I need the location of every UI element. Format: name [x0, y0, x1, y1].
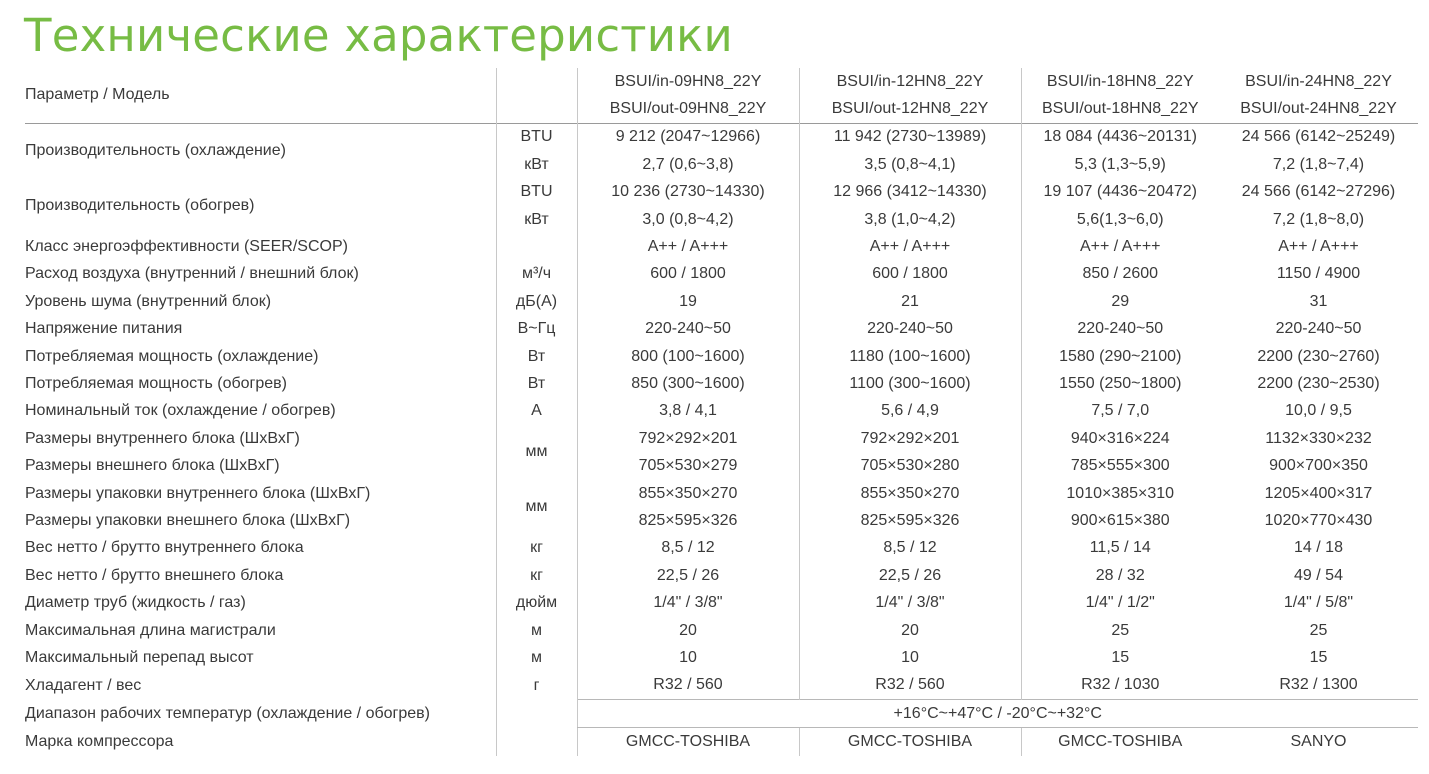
value-cell: 1180 (100~1600)	[799, 343, 1021, 370]
value-cell: 10	[577, 644, 799, 671]
model-indoor: BSUI/in-09HN8_22Y	[577, 68, 799, 95]
value-cell: 8,5 / 12	[577, 535, 799, 562]
value-cell: 49 / 54	[1294, 566, 1343, 584]
value-cell: 3,0 (0,8~4,2)	[577, 206, 799, 233]
param-label: Размеры внутреннего блока (ШхВхГ)	[25, 429, 300, 447]
value-cell: 5,3 (1,3~5,9)	[1021, 151, 1219, 178]
model-indoor: BSUI/in-18HN8_22Y	[1021, 68, 1219, 95]
value-cell: 1205×400×317	[1264, 484, 1373, 502]
table-row	[25, 480, 1418, 507]
value-cell: 29	[1021, 288, 1219, 315]
param-label: Максимальный перепад высот	[25, 648, 254, 666]
value-cell: 9 212 (2047~12966)	[577, 123, 799, 151]
unit-cell: BTU	[496, 179, 577, 206]
table-row	[25, 425, 1418, 452]
param-label: Максимальная длина магистрали	[25, 621, 276, 639]
value-cell: 5,6(1,3~6,0)	[1021, 206, 1219, 233]
param-label: Диаметр труб (жидкость / газ)	[25, 594, 246, 612]
value-cell: 18 084 (4436~20131)	[1021, 123, 1219, 151]
value-cell-merged: +16°C~+47°C / -20°C~+32°C	[577, 699, 1418, 727]
value-cell: 25	[1309, 621, 1328, 639]
table-row	[25, 507, 1418, 534]
value-cell: 900×700×350	[1269, 457, 1368, 475]
unit-cell	[496, 233, 577, 260]
unit-cell: дюйм	[496, 589, 577, 616]
model-outdoor: BSUI/out-24HN8_22Y	[1240, 100, 1397, 118]
value-cell: 1/4" / 3/8"	[799, 589, 1021, 616]
model-outdoor: BSUI/out-09HN8_22Y	[577, 95, 799, 123]
value-cell: 220-240~50	[799, 316, 1021, 343]
param-label: Потребляемая мощность (обогрев)	[25, 374, 287, 392]
model-outdoor: BSUI/out-12HN8_22Y	[799, 95, 1021, 123]
value-cell: 21	[799, 288, 1021, 315]
param-label: Марка компрессора	[25, 732, 174, 750]
table-row	[25, 123, 1418, 151]
value-cell: 940×316×224	[1021, 425, 1219, 452]
value-cell: 1580 (290~2100)	[1021, 343, 1219, 370]
value-cell: 792×292×201	[577, 425, 799, 452]
value-cell: GMCC-TOSHIBA	[577, 728, 799, 756]
value-cell: 2200 (230~2760)	[1257, 347, 1380, 365]
value-cell: 1010×385×310	[1021, 480, 1219, 507]
param-label: Уровень шума (внутренний блок)	[25, 292, 272, 310]
value-cell: 20	[799, 617, 1021, 644]
param-label: Класс энергоэффективности (SEER/SCOP)	[25, 238, 348, 256]
table-row	[25, 179, 1418, 206]
spec-table	[25, 68, 1418, 756]
table-row	[25, 233, 1418, 260]
value-cell: SANYO	[1290, 733, 1347, 751]
value-cell: 705×530×280	[799, 452, 1021, 479]
unit-cell: В~Гц	[496, 316, 577, 343]
value-cell: 1020×770×430	[1264, 511, 1373, 529]
value-cell: 705×530×279	[577, 452, 799, 479]
param-label: Напряжение питания	[25, 320, 183, 338]
unit-cell: мм	[496, 425, 577, 480]
value-cell: 10 236 (2730~14330)	[577, 179, 799, 206]
value-cell: 19	[577, 288, 799, 315]
table-row	[25, 617, 1418, 644]
value-cell: 7,2 (1,8~7,4)	[1272, 155, 1365, 173]
value-cell: 31	[1309, 292, 1328, 310]
unit-cell: мм	[496, 480, 577, 535]
value-cell: 220-240~50	[1021, 316, 1219, 343]
value-cell: A++ / A+++	[1021, 233, 1219, 260]
value-cell: R32 / 560	[799, 672, 1021, 700]
value-cell: 19 107 (4436~20472)	[1021, 179, 1219, 206]
value-cell: R32 / 560	[577, 672, 799, 700]
unit-cell: кВт	[496, 151, 577, 178]
unit-cell: кг	[496, 535, 577, 562]
value-cell: 2,7 (0,6~3,8)	[577, 151, 799, 178]
unit-cell: г	[496, 672, 577, 700]
table-row	[25, 535, 1418, 562]
value-cell: 600 / 1800	[577, 261, 799, 288]
value-cell: GMCC-TOSHIBA	[799, 728, 1021, 756]
value-cell: 3,8 (1,0~4,2)	[799, 206, 1021, 233]
value-cell: 7,5 / 7,0	[1021, 398, 1219, 425]
value-cell: 792×292×201	[799, 425, 1021, 452]
value-cell: 15	[1309, 648, 1328, 666]
value-cell: 8,5 / 12	[799, 535, 1021, 562]
unit-cell: дБ(А)	[496, 288, 577, 315]
unit-cell	[496, 699, 577, 727]
value-cell: 825×595×326	[799, 507, 1021, 534]
table-row	[25, 316, 1418, 343]
value-cell: A++ / A+++	[577, 233, 799, 260]
param-label: Размеры внешнего блока (ШхВхГ)	[25, 457, 280, 475]
table-row	[25, 261, 1418, 288]
table-row	[25, 644, 1418, 671]
param-label: Расход воздуха (внутренний / внешний блок)	[25, 265, 359, 283]
unit-cell: Вт	[496, 370, 577, 397]
value-cell: 22,5 / 26	[577, 562, 799, 589]
value-cell: 1100 (300~1600)	[799, 370, 1021, 397]
value-cell: 1/4" / 5/8"	[1283, 594, 1354, 612]
value-cell: 1550 (250~1800)	[1021, 370, 1219, 397]
unit-cell: кВт	[496, 206, 577, 233]
table-row	[25, 728, 1418, 756]
page-title: Технические характеристики	[24, 9, 733, 62]
value-cell: 25	[1021, 617, 1219, 644]
value-cell: 10,0 / 9,5	[1285, 402, 1352, 420]
value-cell: 855×350×270	[577, 480, 799, 507]
value-cell: 900×615×380	[1021, 507, 1219, 534]
unit-cell: м	[496, 617, 577, 644]
param-label: Вес нетто / брутто внешнего блока	[25, 566, 284, 584]
value-cell: A++ / A+++	[799, 233, 1021, 260]
value-cell: 850 / 2600	[1021, 261, 1219, 288]
value-cell: 785×555×300	[1021, 452, 1219, 479]
param-label: Диапазон рабочих температур (охлаждение / обогрев)	[25, 704, 430, 722]
header-row-indoor	[25, 68, 1418, 95]
unit-cell: BTU	[496, 123, 577, 151]
value-cell: 3,8 / 4,1	[577, 398, 799, 425]
value-cell: 1/4" / 1/2"	[1021, 589, 1219, 616]
model-indoor: BSUI/in-24HN8_22Y	[1245, 72, 1392, 90]
param-header: Параметр / Модель	[25, 86, 170, 104]
value-cell: 600 / 1800	[799, 261, 1021, 288]
value-cell: 850 (300~1600)	[577, 370, 799, 397]
unit-cell: Вт	[496, 343, 577, 370]
value-cell: A++ / A+++	[1278, 238, 1359, 256]
table-row	[25, 398, 1418, 425]
table-row	[25, 288, 1418, 315]
table-row	[25, 699, 1418, 727]
model-indoor: BSUI/in-12HN8_22Y	[799, 68, 1021, 95]
param-label: Размеры упаковки внутреннего блока (ШхВхГ)	[25, 484, 371, 502]
unit-header	[496, 68, 577, 123]
table-row	[25, 672, 1418, 700]
value-cell: 20	[577, 617, 799, 644]
value-cell: 11,5 / 14	[1021, 535, 1219, 562]
value-cell: 220-240~50	[1275, 320, 1362, 338]
param-label: Потребляемая мощность (охлаждение)	[25, 347, 319, 365]
value-cell: 800 (100~1600)	[577, 343, 799, 370]
table-row	[25, 452, 1418, 479]
value-cell: 14 / 18	[1294, 539, 1343, 557]
value-cell: 1/4" / 3/8"	[577, 589, 799, 616]
table-row	[25, 343, 1418, 370]
param-label: Вес нетто / брутто внутреннего блока	[25, 539, 304, 557]
table-row	[25, 589, 1418, 616]
value-cell: 3,5 (0,8~4,1)	[799, 151, 1021, 178]
value-cell: 24 566 (6142~27296)	[1241, 183, 1396, 201]
value-cell: 24 566 (6142~25249)	[1219, 123, 1418, 151]
value-cell: 12 966 (3412~14330)	[799, 179, 1021, 206]
value-cell: 1132×330×232	[1265, 429, 1372, 447]
param-label: Производительность (обогрев)	[25, 196, 255, 214]
value-cell: 2200 (230~2530)	[1257, 374, 1380, 392]
value-cell: 10	[799, 644, 1021, 671]
value-cell: 15	[1021, 644, 1219, 671]
value-cell: 11 942 (2730~13989)	[799, 123, 1021, 151]
value-cell: 1150 / 4900	[1276, 265, 1361, 283]
param-label: Номинальный ток (охлаждение / обогрев)	[25, 402, 336, 420]
unit-cell: кг	[496, 562, 577, 589]
value-cell: 220-240~50	[577, 316, 799, 343]
value-cell: 825×595×326	[577, 507, 799, 534]
unit-cell: А	[496, 398, 577, 425]
value-cell: 22,5 / 26	[799, 562, 1021, 589]
model-outdoor: BSUI/out-18HN8_22Y	[1021, 95, 1219, 123]
value-cell: 28 / 32	[1021, 562, 1219, 589]
table-row	[25, 562, 1418, 589]
value-cell: 855×350×270	[799, 480, 1021, 507]
value-cell: R32 / 1300	[1279, 676, 1358, 694]
unit-cell: м	[496, 644, 577, 671]
value-cell: 5,6 / 4,9	[799, 398, 1021, 425]
param-label: Производительность (охлаждение)	[25, 123, 496, 178]
param-label: Размеры упаковки внешнего блока (ШхВхГ)	[25, 511, 351, 529]
param-label: Хладагент / вес	[25, 676, 142, 694]
unit-cell	[496, 728, 577, 756]
value-cell: 7,2 (1,8~8,0)	[1272, 210, 1365, 228]
value-cell: GMCC-TOSHIBA	[1021, 728, 1219, 756]
unit-cell: м³/ч	[496, 261, 577, 288]
value-cell: R32 / 1030	[1021, 672, 1219, 700]
table-row	[25, 370, 1418, 397]
